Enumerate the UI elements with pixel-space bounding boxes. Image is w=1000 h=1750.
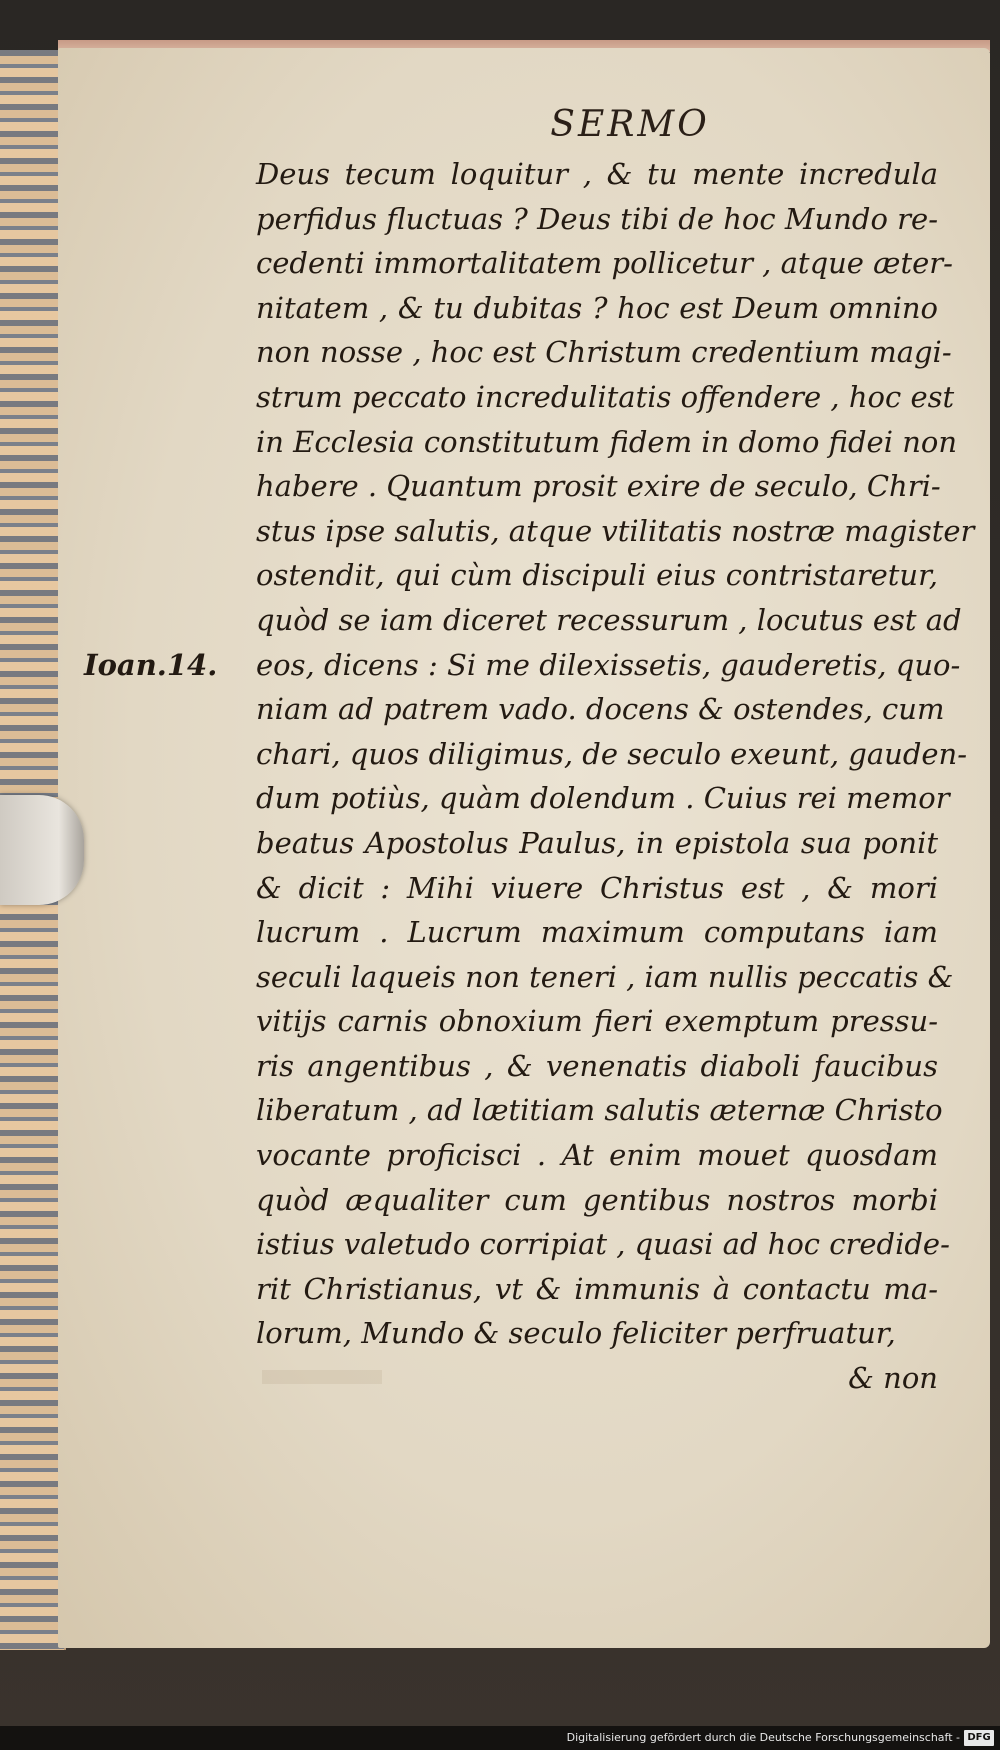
text-line: & dicit : Mihi viuere Christus est , & mori — [256, 870, 938, 905]
text-line: ostendit, qui cùm discipuli eius contristaretur, — [256, 558, 938, 593]
text-line: vocante proficisci . At enim mouet quosdam — [256, 1138, 938, 1173]
footer-credit: Digitalisierung gefördert durch die Deutsche Forschungsgemeinschaft - — [566, 1731, 960, 1744]
text-line: quòd æqualiter cum gentibus nostros morbi — [256, 1182, 938, 1217]
text-line: stus ipse salutis, atque vtilitatis nostræ magister — [256, 513, 975, 548]
text-line: Deus tecum loquitur , & tu mente incredula — [256, 157, 938, 191]
text-line: liberatum , ad lætitiam salutis æternæ Christo — [256, 1093, 943, 1128]
text-line: quòd se iam diceret recessurum , locutus est ad — [256, 602, 962, 637]
body-text — [256, 152, 975, 1401]
text-line: seculi laqueis non teneri , iam nullis peccatis & — [256, 959, 954, 994]
text-line: niam ad patrem vado. docens & ostendes, cum — [256, 692, 945, 727]
text-line: non nosse , hoc est Christum credentium magi- — [256, 335, 952, 370]
margin-note: Ioan.14. — [84, 648, 218, 682]
text-line: in Ecclesia constitutum fidem in domo fidei non — [256, 424, 958, 459]
text-line: habere . Quantum prosit exire de seculo, Chri- — [256, 469, 941, 504]
text-line: strum peccato incredulitatis offendere , hoc est — [256, 379, 955, 414]
text-line: lorum, Mundo & seculo feliciter perfruatur, — [256, 1316, 896, 1351]
text-line: istius valetudo corripiat , quasi ad hoc credide- — [256, 1227, 950, 1262]
text-line: perfidus fluctuas ? Deus tibi de hoc Mundo re- — [256, 201, 938, 236]
running-header — [0, 104, 1000, 145]
text-line: nitatem , & tu dubitas ? hoc est Deum omnino — [256, 290, 938, 325]
text-line: beatus Apostolus Paulus, in epistola sua ponit — [256, 825, 938, 860]
text-line: eos, dicens : Si me dilexissetis, gauderetis, quo- — [256, 647, 961, 682]
text-line: cedenti immortalitatem pollicetur , atque æter- — [256, 246, 953, 281]
catchword: & non — [848, 1361, 938, 1396]
text-line: lucrum . Lucrum maximum computans iam — [256, 915, 938, 950]
binding-clip — [0, 795, 84, 905]
text-line: ris angentibus , & venenatis diaboli faucibus — [256, 1048, 938, 1083]
text-line: rit Christianus, vt & immunis à contactu ma- — [256, 1271, 938, 1306]
dfg-logo: DFG — [964, 1730, 994, 1746]
text-line: chari, quos diligimus, de seculo exeunt, gauden- — [256, 736, 968, 771]
running-header-text: SERMO — [550, 104, 710, 145]
show-through-mark — [262, 1370, 382, 1384]
text-line: dum potiùs, quàm dolendum . Cuius rei memor — [256, 781, 950, 816]
text-line: vitijs carnis obnoxium fieri exemptum pressu- — [256, 1004, 938, 1039]
